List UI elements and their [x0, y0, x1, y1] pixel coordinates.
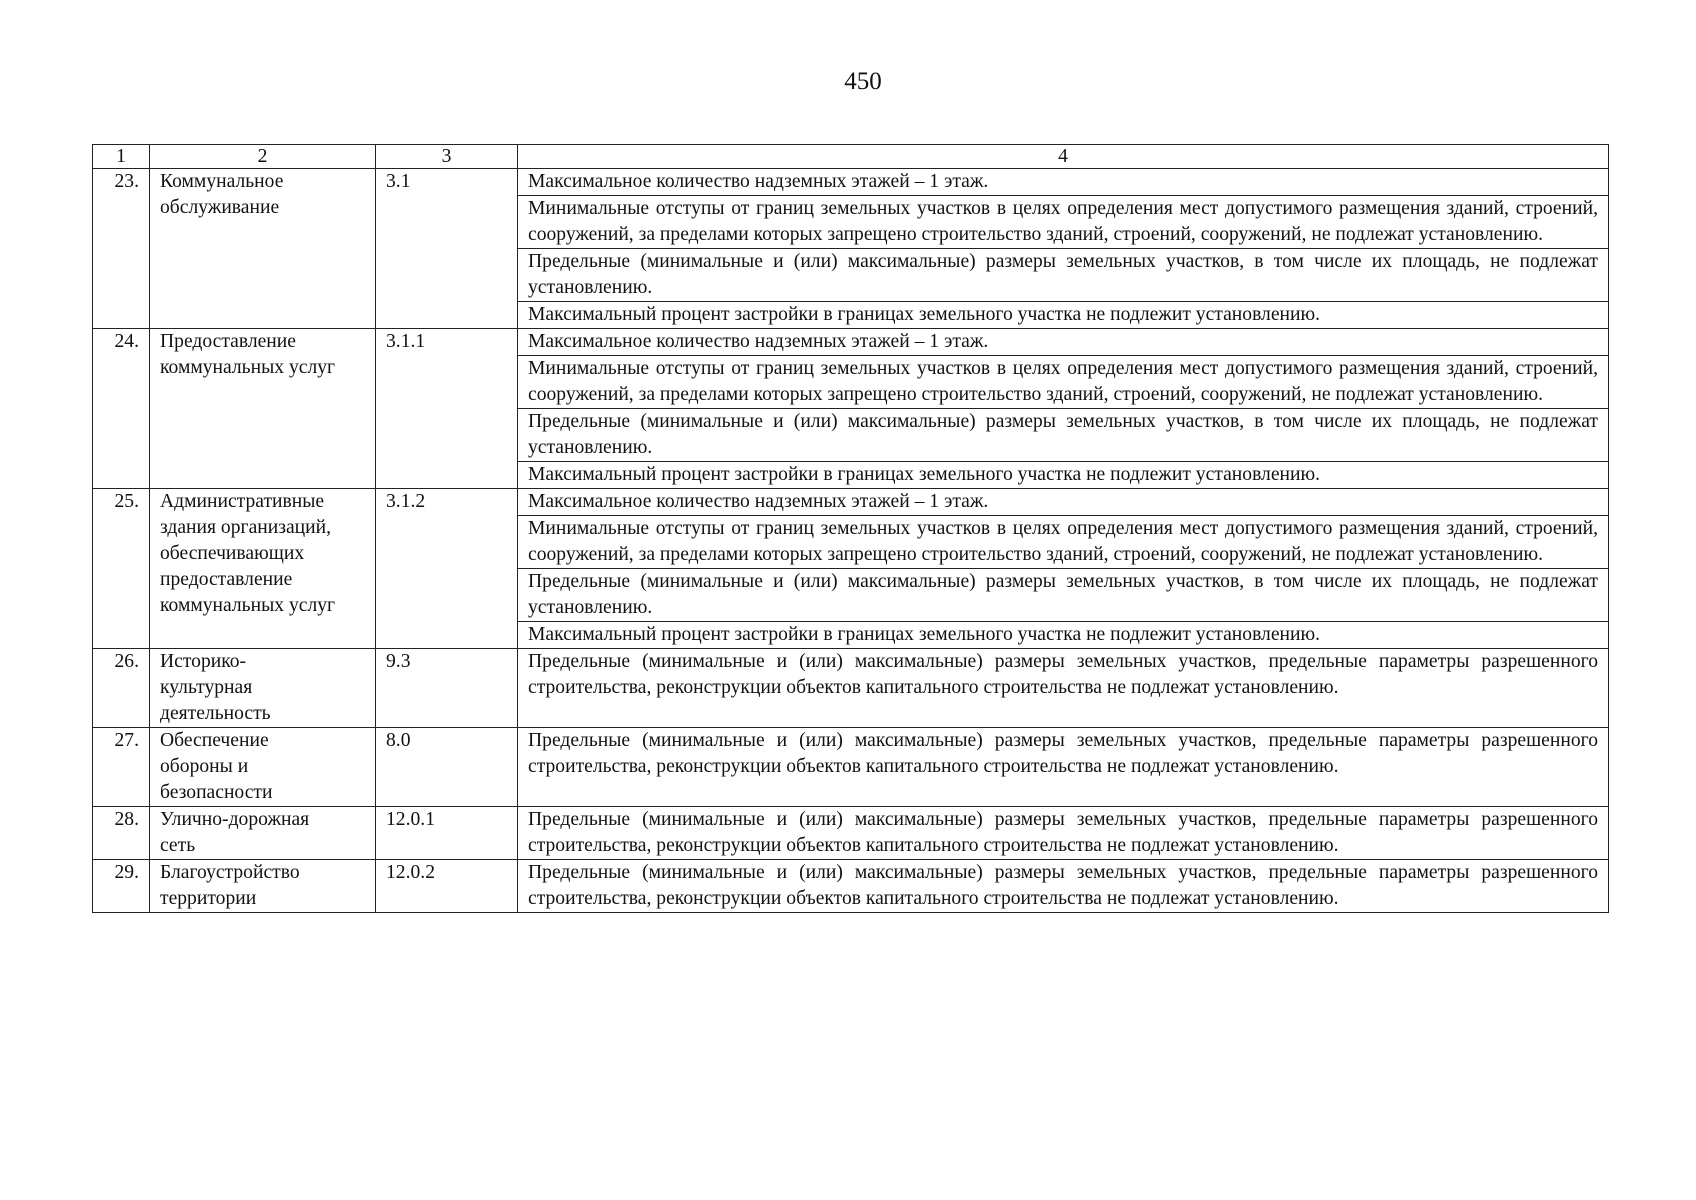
- table-row: [93, 169, 1609, 196]
- land-use-name-line: здания организаций,: [160, 517, 332, 538]
- page-number: 450: [844, 68, 882, 95]
- column-header: 4: [518, 145, 1609, 169]
- row-number: 29.: [93, 860, 150, 913]
- land-use-name-line: Обеспечение: [160, 730, 269, 751]
- land-use-name-line: территории: [160, 888, 257, 909]
- parameter-cell: Максимальное количество надземных этажей – 1 этаж.: [518, 489, 1609, 516]
- land-use-code: 3.1.2: [376, 489, 518, 649]
- land-use-name-line: обслуживание: [160, 197, 280, 218]
- parameter-cell: Максимальный процент застройки в границах земельного участка не подлежит установлению.: [518, 302, 1609, 329]
- land-use-name-line: безопасности: [160, 782, 273, 803]
- parameter-cell: Максимальное количество надземных этажей – 1 этаж.: [518, 169, 1609, 196]
- parameter-cell: Минимальные отступы от границ земельных участков в целях определения мест допустимого размещения зданий, строений, сооружений, за пределами которых запрещено строительство зданий, строений, сооружений, не подлежат установлению.: [518, 356, 1609, 409]
- land-use-name-line: Историко-: [160, 651, 247, 672]
- row-number: 28.: [93, 807, 150, 860]
- land-use-name-line: предоставление: [160, 569, 293, 590]
- parameter-cell: Максимальное количество надземных этажей – 1 этаж.: [518, 329, 1609, 356]
- land-use-code: 9.3: [376, 649, 518, 728]
- land-use-name: [150, 329, 376, 489]
- table-body: [93, 169, 1609, 913]
- row-number: 23.: [93, 169, 150, 329]
- table-row: [93, 728, 1609, 807]
- parameter-cell: Предельные (минимальные и (или) максимальные) размеры земельных участков, предельные параметры разрешенного строительства, реконструкции объектов капитального строительства не подлежат установлению.: [518, 649, 1609, 728]
- table-header-row: [93, 145, 1609, 169]
- parameter-cell: Минимальные отступы от границ земельных участков в целях определения мест допустимого размещения зданий, строений, сооружений, за пределами которых запрещено строительство зданий, строений, сооружений, не подлежат установлению.: [518, 516, 1609, 569]
- column-header: 3: [376, 145, 518, 169]
- land-use-code: 3.1: [376, 169, 518, 329]
- land-use-code: 12.0.1: [376, 807, 518, 860]
- column-header: 1: [93, 145, 150, 169]
- parameter-cell: Максимальный процент застройки в границах земельного участка не подлежит установлению.: [518, 622, 1609, 649]
- parameter-cell: Минимальные отступы от границ земельных участков в целях определения мест допустимого размещения зданий, строений, сооружений, за пределами которых запрещено строительство зданий, строений, сооружений, не подлежат установлению.: [518, 196, 1609, 249]
- land-use-name-line: Улично-дорожная: [160, 809, 310, 830]
- land-use-name: [150, 489, 376, 649]
- land-use-name-line: деятельность: [160, 703, 271, 724]
- land-use-name-line: сеть: [160, 835, 196, 856]
- land-use-name: [150, 649, 376, 728]
- land-use-name-line: Благоустройство: [160, 862, 300, 883]
- row-number: 25.: [93, 489, 150, 649]
- row-number: 26.: [93, 649, 150, 728]
- parameter-cell: Предельные (минимальные и (или) максимальные) размеры земельных участков, предельные параметры разрешенного строительства, реконструкции объектов капитального строительства не подлежат установлению.: [518, 807, 1609, 860]
- land-use-name-line: обеспечивающих: [160, 543, 305, 564]
- land-use-code: 8.0: [376, 728, 518, 807]
- table-row: [93, 860, 1609, 913]
- land-use-name: [150, 728, 376, 807]
- parameter-cell: Предельные (минимальные и (или) максимальные) размеры земельных участков, предельные параметры разрешенного строительства, реконструкции объектов капитального строительства не подлежат установлению.: [518, 728, 1609, 807]
- column-header: 2: [150, 145, 376, 169]
- land-use-name-line: Предоставление: [160, 331, 296, 352]
- table-row: [93, 489, 1609, 516]
- land-use-name-line: коммунальных услуг: [160, 357, 336, 378]
- land-use-name-line: Коммунальное: [160, 171, 284, 192]
- table-row: [93, 807, 1609, 860]
- land-use-name-line: Административные: [160, 491, 325, 512]
- parameter-cell: Предельные (минимальные и (или) максимальные) размеры земельных участков, в том числе их площадь, не подлежат установлению.: [518, 409, 1609, 462]
- land-use-name-line: культурная: [160, 677, 253, 698]
- table-row: [93, 329, 1609, 356]
- table-row: [93, 649, 1609, 728]
- land-use-name: [150, 860, 376, 913]
- regulations-table: [92, 144, 1609, 913]
- land-use-code: 12.0.2: [376, 860, 518, 913]
- land-use-name-line: обороны и: [160, 756, 249, 777]
- land-use-name: [150, 169, 376, 329]
- land-use-code: 3.1.1: [376, 329, 518, 489]
- parameter-cell: Предельные (минимальные и (или) максимальные) размеры земельных участков, предельные параметры разрешенного строительства, реконструкции объектов капитального строительства не подлежат установлению.: [518, 860, 1609, 913]
- land-use-name-line: коммунальных услуг: [160, 595, 336, 616]
- land-use-name: [150, 807, 376, 860]
- row-number: 24.: [93, 329, 150, 489]
- row-number: 27.: [93, 728, 150, 807]
- parameter-cell: Предельные (минимальные и (или) максимальные) размеры земельных участков, в том числе их площадь, не подлежат установлению.: [518, 569, 1609, 622]
- parameter-cell: Предельные (минимальные и (или) максимальные) размеры земельных участков, в том числе их площадь, не подлежат установлению.: [518, 249, 1609, 302]
- parameter-cell: Максимальный процент застройки в границах земельного участка не подлежит установлению.: [518, 462, 1609, 489]
